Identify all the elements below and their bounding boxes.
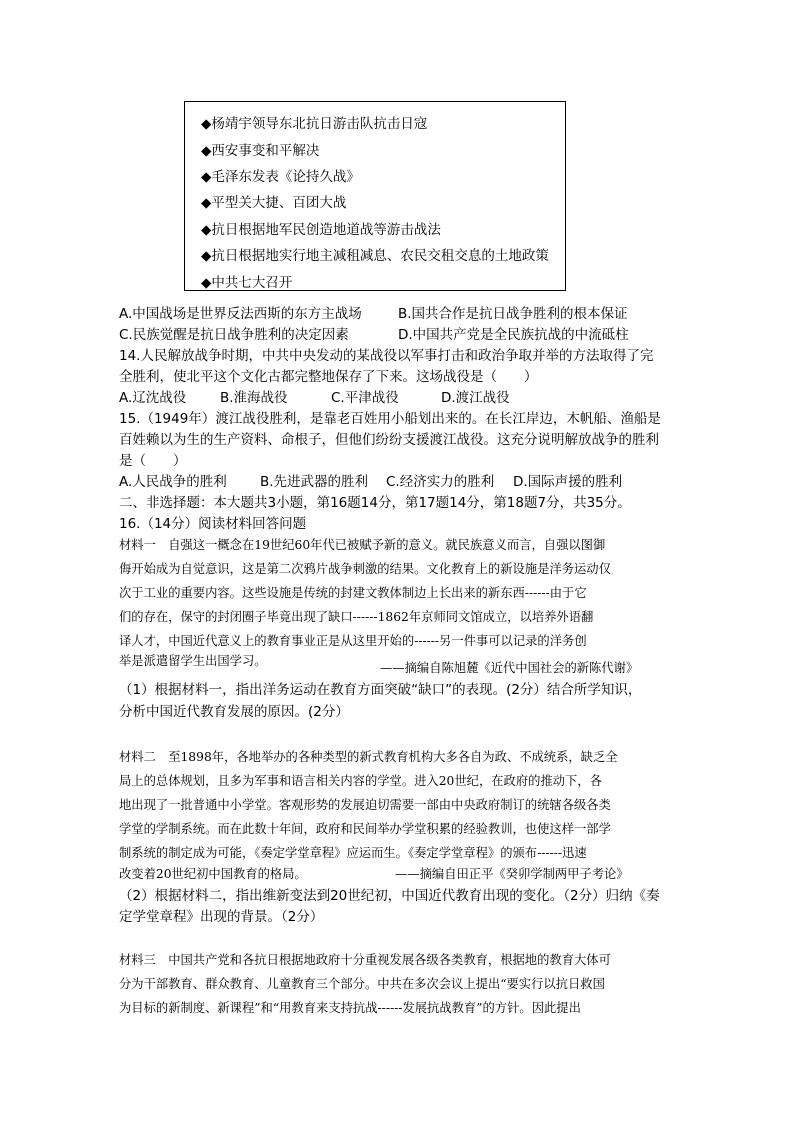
box-item: ◆中共七大召开 [201,275,293,291]
q15-option-a: A.人民战争的胜利 [119,474,227,490]
material-2-source: ——摘编自田正平《癸卯学制两甲子考论》 [395,867,629,881]
box-item: ◆平型关大捷、百团大战 [201,195,347,211]
q16-part2: 定学堂章程》出现的背景。（2分） [119,909,324,925]
q14-option-c: C.平津战役 [331,390,399,406]
q14-option-b: B.淮海战役 [220,390,288,406]
events-box [184,101,566,291]
q14-line: 全胜利，使北平这个文化古都完整地保存了下来。这场战役是（ ） [119,369,538,385]
q13-option-b: B.国共合作是抗日战争胜利的根本保证 [398,306,628,322]
box-item: ◆毛泽东发表《论持久战》 [201,169,360,185]
q15-option-d: D.国际声援的胜利 [513,474,623,490]
q15-line: 百姓赖以为生的生产资料、命根子，但他们纷纷支援渡江战役。这充分说明解放战争的胜利 [119,432,659,448]
q15-option-b: B.先进武器的胜利 [260,474,369,490]
q14-option-a: A.辽沈战役 [119,390,187,406]
material-3-line: 分为干部教育、群众教育、儿童教育三个部分。中共在多次会议上提出“要实行以抗日救国 [119,977,605,991]
material-2-line: 地出现了一批普通中小学堂。客观形势的发展迫切需要一部由中央政府制订的统辖各级各类 [119,798,611,812]
material-2-line: 改变着20世纪初中国教育的格局。 [119,867,307,881]
material-2-line: 制系统的制定成为可能，《奏定学堂章程》应运而生。《奏定学堂章程》的颁布------迅速 [119,846,587,860]
material-1-line: 侮开始成为自觉意识，这是第二次鸦片战争刺激的结果。文化教育上的新设施是洋务运动仅 [119,562,611,576]
q14-option-d: D.渡江战役 [441,390,510,406]
material-1-line: 次于工业的重要内容。这些设施是传统的封建文教体制边上长出来的新东西------由于它 [119,586,587,600]
q13-option-a: A.中国战场是世界反法西斯的东方主战场 [119,306,362,322]
material-1-line: 译人才，中国近代意义上的教育事业正是从这里开始的------另一件事可以记录的洋务创 [119,634,587,648]
material-3-line: 材料三 中国共产党和各抗日根据地政府十分重视发展各级各类教育，根据地的教育大体可 [119,953,611,967]
material-2-line: 局上的总体规划，且多为军事和语言相关内容的学堂。进入20世纪，在政府的推动下，各 [119,774,602,788]
box-item: ◆抗日根据地军民创造地道战等游击战法 [201,222,441,238]
q16-part2: （2）根据材料二，指出维新变法到20世纪初，中国近代教育出现的变化。（2分）归纳《奏 [119,888,660,904]
q13-option-d: D.中国共产党是全民族抗战的中流砥柱 [398,327,629,343]
material-3-line: 为目标的新制度、新课程”和“用教育来支持抗战------发展抗战教育”的方针。因此提出 [119,1001,581,1015]
q16-part1: （1）根据材料一，指出洋务运动在教育方面突破“缺口”的表现。(2分）结合所学知识， [119,682,642,698]
box-item: ◆抗日根据地实行地主减租减息、农民交租交息的土地政策 [201,248,549,264]
q15-line: 15.（1949年）渡江战役胜利，是靠老百姓用小船划出来的。在长江岸边，木帆船、渔船是 [119,411,661,427]
section-heading: 二、非选择题：本大题共3小题，第16题14分，第17题14分，第18题7分，共35分。 [119,495,631,511]
material-2-line: 学堂的学制系统。而在此数十年间，政府和民间举办学堂积累的经验教训，也使这样一部学 [119,822,611,836]
material-1-source: ——摘编自陈旭麓《近代中国社会的新陈代谢》 [380,661,639,675]
material-1-line: 们的存在，保守的封闭圈子毕竟出现了缺口------1862年京师同文馆成立，以培养外语翻 [119,610,594,624]
q16-title: 16.（14分）阅读材料回答问题 [119,516,307,532]
q13-option-c: C.民族觉醒是抗日战争胜利的决定因素 [119,327,349,343]
q14-line: 14.人民解放战争时期，中共中央发动的某战役以军事打击和政治争取并举的方法取得了完 [119,348,654,364]
material-1-line: 举是派遣留学生出国学习。 [119,654,267,668]
box-item: ◆杨靖宇领导东北抗日游击队抗击日寇 [201,116,428,132]
box-item: ◆西安事变和平解决 [201,143,320,159]
q15-option-c: C.经济实力的胜利 [386,474,495,490]
material-1-line: 材料一 自强这一概念在19世纪60年代已被赋予新的意义。就民族意义而言，自强以图御 [119,538,606,552]
material-2-line: 材料二 至1898年，各地举办的各种类型的新式教育机构大多各自为政、不成统系，缺乏全 [119,750,618,764]
q16-part1: 分析中国近代教育发展的原因。(2分） [119,704,349,720]
q15-line: 是（ ） [119,453,187,469]
